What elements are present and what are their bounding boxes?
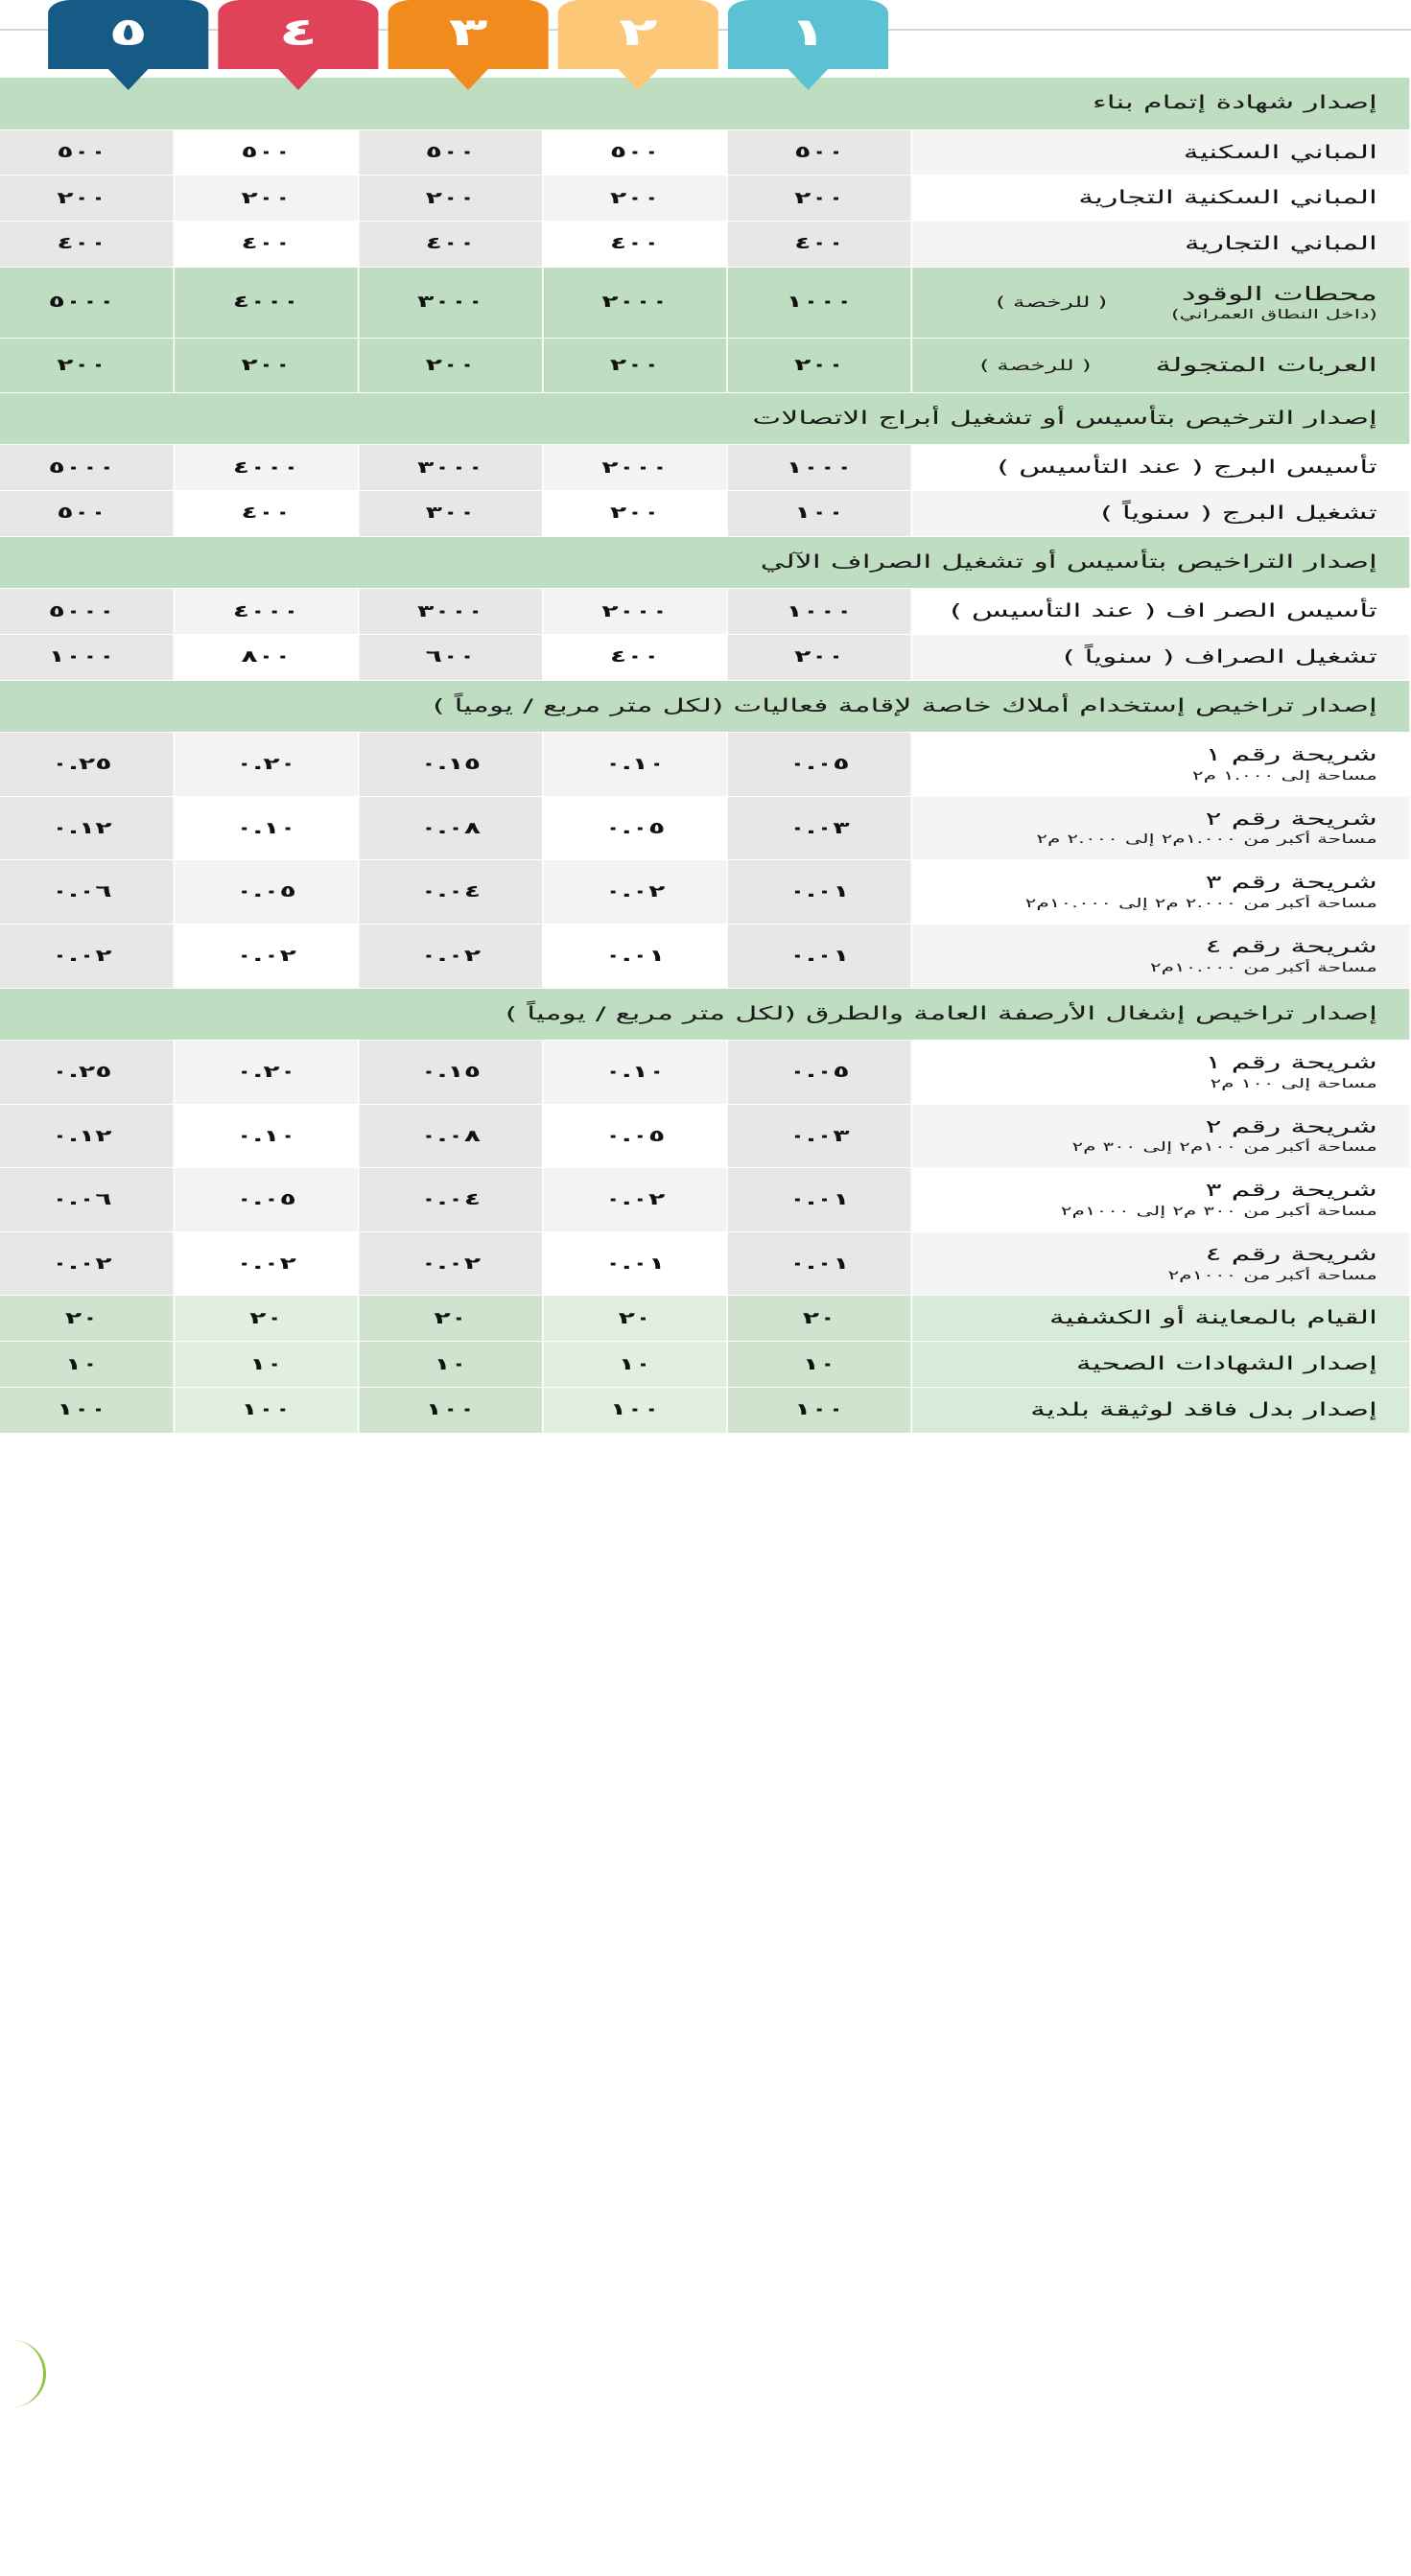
- row-label-main: المباني السكنية: [1183, 141, 1377, 163]
- fee-table: [0, 77, 1411, 1434]
- fee-value-cell: ٢٠: [544, 1296, 727, 1341]
- row-label-main: تأسيس البرج ( عند التأسيس ): [997, 457, 1377, 479]
- fee-value-cell: ٠.٢٥: [0, 733, 174, 796]
- fee-value-cell: ٦٠٠: [359, 635, 542, 680]
- fee-value-cell: ٣٠٠٠: [359, 445, 542, 490]
- table-row: [0, 1105, 1409, 1168]
- fee-value-cell: ١٠: [728, 1342, 911, 1387]
- row-label-paren: ( للرخصة ): [979, 356, 1092, 374]
- fee-value-cell: ١٠٠: [175, 1388, 358, 1433]
- row-label: القيام بالمعاينة أو الكشفية: [912, 1296, 1409, 1341]
- row-label-sub: مساحة أكبر من ١.٠٠٠م٢ إلى ٢.٠٠٠ م٢: [1036, 832, 1377, 848]
- row-label-sub: مساحة إلى ١.٠٠٠ م٢: [1191, 768, 1377, 784]
- fee-value-cell: ٢٠٠: [728, 176, 911, 221]
- fee-value-cell: ١٠٠: [0, 1388, 174, 1433]
- fee-value-cell: ٥٠٠: [359, 130, 542, 176]
- tabbar-right-spacer: [898, 0, 1411, 77]
- fee-value-cell: ٢٠٠: [544, 491, 727, 536]
- fee-value-cell: ٤٠٠: [544, 635, 727, 680]
- fee-value-cell: ٢٠٠: [728, 339, 911, 392]
- fee-value-cell: ٥٠٠: [728, 130, 911, 176]
- row-label-sub: مساحة أكبر من ١٠٠٠م٢: [1167, 1268, 1377, 1283]
- row-label: [912, 1041, 1409, 1104]
- row-label-main: شريحة رقم ٤: [1205, 935, 1377, 957]
- row-label-sub: مساحة أكبر من ١٠٠م٢ إلى ٣٠٠ م٢: [1071, 1140, 1377, 1156]
- table-row: [0, 445, 1409, 490]
- tab-label: ١: [788, 11, 828, 55]
- fee-value-cell: ٥٠٠: [0, 491, 174, 536]
- fee-value-cell: ٢٠٠: [175, 339, 358, 392]
- fee-value-cell: ٢٠٠٠: [544, 445, 727, 490]
- row-label-main: شريحة رقم ٢: [1205, 1115, 1377, 1137]
- row-label-main: محطات الوقود: [1181, 281, 1377, 305]
- fee-value-cell: ٢٠٠: [0, 339, 174, 392]
- fee-value-cell: ٠.٠١: [728, 860, 911, 924]
- table-row: [0, 1296, 1409, 1341]
- row-label: [912, 176, 1409, 221]
- fee-value-cell: ٢٠٠: [0, 176, 174, 221]
- fee-value-cell: ٠.٠٨: [359, 1105, 542, 1168]
- fee-value-cell: ٤٠٠٠: [175, 445, 358, 490]
- table-row: [0, 797, 1409, 860]
- fee-value-cell: ٠.٠٦: [0, 1168, 174, 1231]
- row-label-main: شريحة رقم ٢: [1205, 808, 1377, 830]
- row-label-main: تشغيل الصراف ( سنوياً ): [1063, 645, 1377, 667]
- row-label-main: شريحة رقم ٣: [1205, 872, 1377, 894]
- table-row: [0, 1388, 1409, 1433]
- row-label: إصدار بدل فاقد لوثيقة بلدية: [912, 1388, 1409, 1433]
- table-row: [0, 925, 1409, 988]
- fee-value-cell: ٣٠٠٠: [359, 589, 542, 634]
- row-label: [912, 445, 1409, 490]
- fee-value-cell: ٥٠٠: [544, 130, 727, 176]
- tab-category-5[interactable]: [48, 0, 208, 69]
- fee-value-cell: ١٠: [359, 1342, 542, 1387]
- table-row: [0, 268, 1409, 338]
- table-row: [0, 176, 1409, 221]
- fee-value-cell: ٠.١٢: [0, 797, 174, 860]
- fee-value-cell: ٠.٠٢: [175, 925, 358, 988]
- row-label: [912, 925, 1409, 988]
- fee-value-cell: ٢٠: [728, 1296, 911, 1341]
- fee-value-cell: ٨٠٠: [175, 635, 358, 680]
- row-label: [912, 733, 1409, 796]
- fee-value-cell: ٠.٠٢: [359, 925, 542, 988]
- row-label-sub: مساحة أكبر من ١٠.٠٠٠م٢: [1149, 960, 1377, 975]
- fee-value-cell: ٠.٠٢: [544, 860, 727, 924]
- fee-value-cell: ١٠٠٠: [728, 589, 911, 634]
- tab-label: ٢: [618, 11, 658, 55]
- section-title: إصدار تراخيص إشغال الأرصفة العامة والطرق (لكل متر مربع / يومياً ): [0, 989, 1409, 1041]
- tab-label: ٤: [278, 11, 318, 55]
- fee-value-cell: ٥٠٠: [175, 130, 358, 176]
- table-row: [0, 491, 1409, 536]
- row-label: إصدار الشهادات الصحية: [912, 1342, 1409, 1387]
- fee-value-cell: ٢٠: [359, 1296, 542, 1341]
- row-label: [912, 339, 1409, 392]
- fee-value-cell: ٠.١٠: [544, 1041, 727, 1104]
- fee-value-cell: ١٠: [0, 1342, 174, 1387]
- table-row: [0, 339, 1409, 392]
- fee-value-cell: ٤٠٠٠: [175, 268, 358, 338]
- row-label-sub: (داخل النطاق العمراني): [1171, 308, 1377, 323]
- row-label-main: المباني السكنية التجارية: [1078, 187, 1377, 209]
- fee-value-cell: ١٠٠: [359, 1388, 542, 1433]
- fee-value-cell: ٠.١٠: [175, 1105, 358, 1168]
- row-label: [912, 1105, 1409, 1168]
- section-title: إصدار التراخيص بتأسيس أو تشغيل الصراف الآلي: [0, 537, 1409, 589]
- fee-value-cell: ٠.١٢: [0, 1105, 174, 1168]
- fee-value-cell: ٠.٠٥: [175, 1168, 358, 1231]
- table-row: [0, 1041, 1409, 1104]
- table-row: [0, 130, 1409, 176]
- fee-value-cell: ٢٠٠: [359, 176, 542, 221]
- tab-category-3[interactable]: [388, 0, 549, 69]
- fee-value-cell: ٤٠٠: [0, 222, 174, 267]
- row-label-main: شريحة رقم ٤: [1205, 1243, 1377, 1265]
- row-label-main: شريحة رقم ١: [1205, 1052, 1377, 1074]
- fee-value-cell: ٤٠٠: [175, 222, 358, 267]
- row-label-main: شريحة رقم ١: [1205, 744, 1377, 766]
- section-title: إصدار تراخيص إستخدام أملاك خاصة لإقامة فعاليات (لكل متر مربع / يومياً ): [0, 681, 1409, 733]
- row-label: [912, 635, 1409, 680]
- row-label: [912, 130, 1409, 176]
- fee-value-cell: ٠.٠٥: [175, 860, 358, 924]
- fee-value-cell: ٠.٠٢: [0, 1232, 174, 1296]
- fee-value-cell: ٤٠٠: [359, 222, 542, 267]
- fee-value-cell: ٠.١٥: [359, 1041, 542, 1104]
- fee-value-cell: ٠.٠١: [728, 925, 911, 988]
- fee-value-cell: ٥٠٠: [0, 130, 174, 176]
- fee-value-cell: ٠.٠١: [728, 1168, 911, 1231]
- fee-value-cell: ٢٠٠٠: [544, 268, 727, 338]
- category-tab-bar: [0, 0, 1411, 77]
- fee-value-cell: ٥٠٠٠: [0, 589, 174, 634]
- fee-value-cell: ٠.٠١: [728, 1232, 911, 1296]
- fee-value-cell: ٠.٠٦: [0, 860, 174, 924]
- fee-value-cell: ٠.٠٢: [0, 925, 174, 988]
- fee-value-cell: ٠.١٥: [359, 733, 542, 796]
- fee-value-cell: ٠.٠٣: [728, 797, 911, 860]
- row-label-paren: ( للرخصة ): [996, 293, 1108, 312]
- fee-value-cell: ٥٠٠٠: [0, 445, 174, 490]
- fee-value-cell: ٣٠٠: [359, 491, 542, 536]
- fee-value-cell: ١٠٠: [544, 1388, 727, 1433]
- fee-value-cell: ٠.٠٢: [175, 1232, 358, 1296]
- fee-value-cell: ٢٠٠: [359, 339, 542, 392]
- fee-value-cell: ٠.٠٢: [359, 1232, 542, 1296]
- fee-value-cell: ٤٠٠: [544, 222, 727, 267]
- row-label: [912, 860, 1409, 924]
- fee-value-cell: ١٠٠: [728, 491, 911, 536]
- fee-value-cell: ٠.٠٤: [359, 1168, 542, 1231]
- fee-value-cell: ٣٠٠٠: [359, 268, 542, 338]
- table-row: [0, 635, 1409, 680]
- row-label-sub: مساحة إلى ١٠٠ م٢: [1210, 1076, 1377, 1091]
- row-label: [912, 1168, 1409, 1231]
- fee-value-cell: ٢٠٠: [544, 339, 727, 392]
- fee-value-cell: ٠.٠٤: [359, 860, 542, 924]
- row-label: [912, 797, 1409, 860]
- fee-value-cell: ٠.٠٣: [728, 1105, 911, 1168]
- row-label: [912, 589, 1409, 634]
- table-row: [0, 222, 1409, 267]
- tab-category-2[interactable]: [558, 0, 718, 69]
- fee-value-cell: ٤٠٠: [728, 222, 911, 267]
- tab-label: ٥: [108, 11, 149, 55]
- row-label-sub: مساحة أكبر من ٢.٠٠٠ م٢ إلى ١٠.٠٠٠م٢: [1024, 897, 1377, 912]
- row-label: [912, 268, 1409, 338]
- fee-value-cell: ٠.٠٥: [728, 733, 911, 796]
- section-header-row: [0, 681, 1409, 733]
- fee-value-cell: ٢٠٠٠: [544, 589, 727, 634]
- section-title: إصدار شهادة إتمام بناء: [0, 78, 1409, 129]
- fee-value-cell: ٢٠: [0, 1296, 174, 1341]
- fee-value-cell: ٠.١٠: [544, 733, 727, 796]
- tabbar-left-spacer: [0, 0, 48, 77]
- row-label-main: شريحة رقم ٣: [1205, 1180, 1377, 1202]
- row-label-main: المباني التجارية: [1184, 233, 1377, 255]
- fee-value-cell: ١٠٠: [728, 1388, 911, 1433]
- fee-value-cell: ٠.٢٠: [175, 1041, 358, 1104]
- row-label-main: تشغيل البرج ( سنوياً ): [1100, 502, 1377, 524]
- fee-value-cell: ١٠٠٠: [0, 635, 174, 680]
- row-label-main: تأسيس الصر اف ( عند التأسيس ): [950, 600, 1377, 622]
- fee-value-cell: ٠.٠٥: [544, 1105, 727, 1168]
- fee-value-cell: ٤٠٠: [175, 491, 358, 536]
- decorative-swoosh: [8, 2340, 46, 2407]
- fee-value-cell: ٠.١٠: [175, 797, 358, 860]
- fee-value-cell: ٢٠: [175, 1296, 358, 1341]
- section-header-row: [0, 537, 1409, 589]
- tab-category-1[interactable]: [728, 0, 888, 69]
- section-title: إصدار الترخيص بتأسيس أو تشغيل أبراج الاتصالات: [0, 393, 1409, 445]
- fee-value-cell: ٠.٠١: [544, 925, 727, 988]
- tab-category-4[interactable]: [218, 0, 378, 69]
- fee-value-cell: ٠.٠٥: [544, 797, 727, 860]
- fee-value-cell: ٢٠٠: [175, 176, 358, 221]
- fee-value-cell: ٠.٠٥: [728, 1041, 911, 1104]
- fee-value-cell: ٠.٠١: [544, 1232, 727, 1296]
- fee-value-cell: ٥٠٠٠: [0, 268, 174, 338]
- fee-value-cell: ١٠٠٠: [728, 445, 911, 490]
- fee-table-body: [0, 78, 1409, 1433]
- fee-value-cell: ٤٠٠٠: [175, 589, 358, 634]
- fee-value-cell: ٠.٠٨: [359, 797, 542, 860]
- fee-value-cell: ٠.٢٥: [0, 1041, 174, 1104]
- table-row: [0, 1168, 1409, 1231]
- table-row: [0, 733, 1409, 796]
- row-label: [912, 222, 1409, 267]
- table-row: [0, 1342, 1409, 1387]
- fee-value-cell: ٢٠٠: [544, 176, 727, 221]
- fee-value-cell: ٠.٢٠: [175, 733, 358, 796]
- row-label-sub: مساحة أكبر من ٣٠٠ م٢ إلى ١٠٠٠م٢: [1060, 1205, 1377, 1219]
- section-header-row: [0, 989, 1409, 1041]
- fee-value-cell: ٠.٠٢: [544, 1168, 727, 1231]
- row-label-main: العربات المتجولة: [1155, 352, 1377, 376]
- section-header-row: [0, 78, 1409, 129]
- row-label: [912, 491, 1409, 536]
- fee-value-cell: ١٠٠٠: [728, 268, 911, 338]
- fee-value-cell: ١٠: [544, 1342, 727, 1387]
- fee-value-cell: ٢٠٠: [728, 635, 911, 680]
- section-header-row: [0, 393, 1409, 445]
- table-row: [0, 589, 1409, 634]
- fee-value-cell: ١٠: [175, 1342, 358, 1387]
- table-row: [0, 860, 1409, 924]
- table-row: [0, 1232, 1409, 1296]
- row-label: [912, 1232, 1409, 1296]
- tab-label: ٣: [448, 11, 488, 55]
